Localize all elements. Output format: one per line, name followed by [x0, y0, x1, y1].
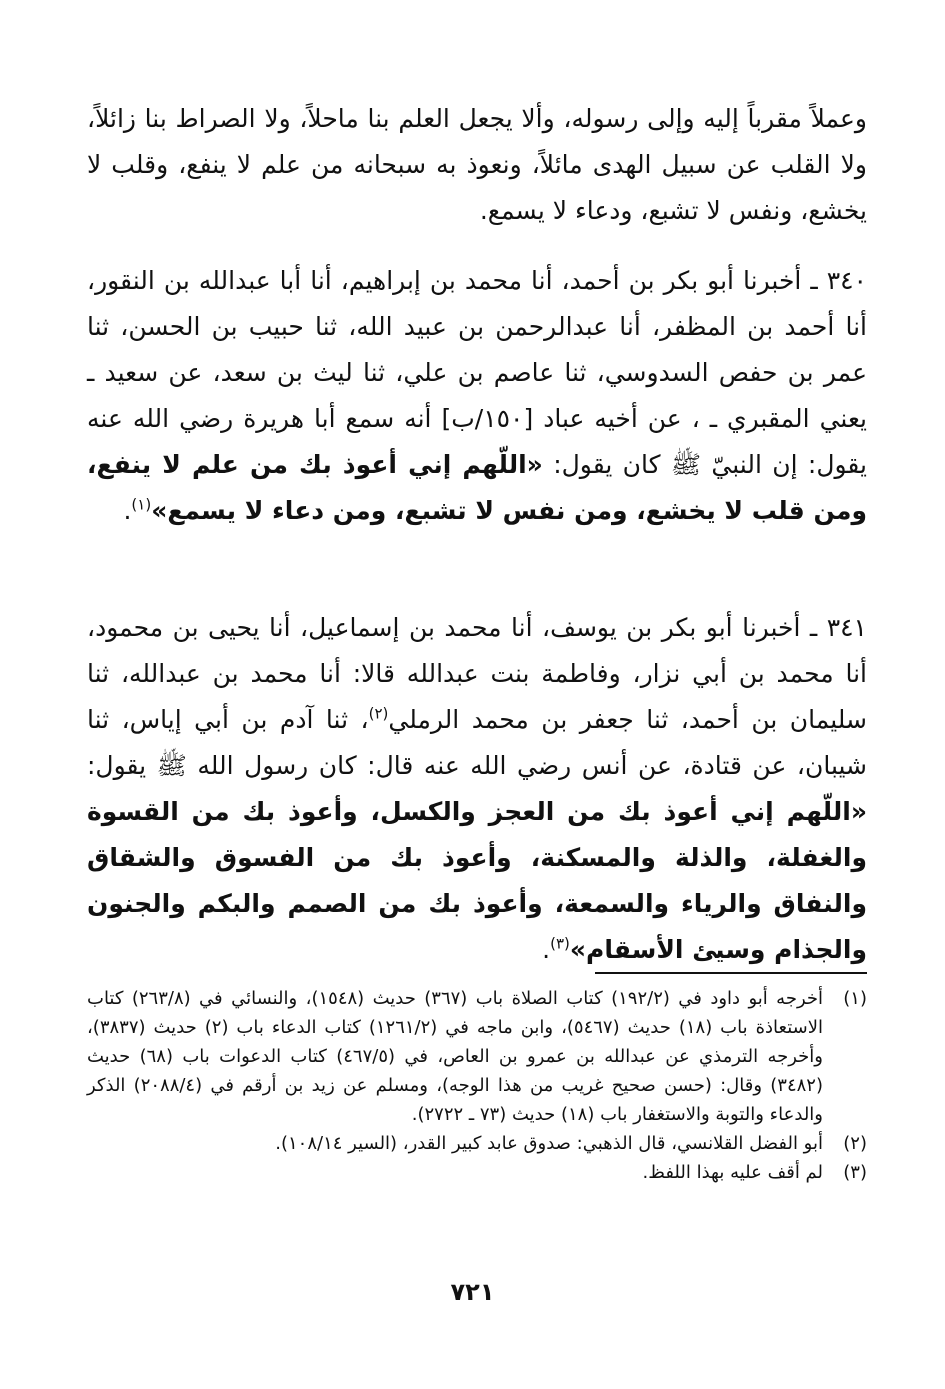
hadith-340 — [87, 258, 867, 534]
footnote-number: (١) — [843, 988, 867, 1009]
hadith-chain-text: ٣٤٠ ـ أخبرنا أبو بكر بن أحمد، أنا محمد بن إبراهيم، أنا أبا عبدالله بن النقور، أنا أحمد بن المظفر، أنا عبدالرحمن بن عبيد الله، ثنا حبيب بن الحسن، ثنا عمر بن حفص السدوسي، ثنا عاصم بن علي، ثنا ليث بن سعد، عن سعيد ـ يعني المقبري ـ ، عن أخيه عباد [١٥٠/ب] أنه سمع أبا هريرة رضي الله عنه يقول: إن النبيّ ﷺ كان يقول: — [87, 266, 867, 479]
paragraph-continuation — [87, 96, 867, 234]
footnotes — [87, 984, 867, 1187]
footnote-1 — [87, 984, 867, 1129]
footnote-separator — [595, 972, 867, 974]
footnote-ref-1[interactable]: (١) — [131, 495, 152, 514]
footnote-text: لم أقف عليه بهذا اللفظ. — [642, 1162, 823, 1183]
sentence-end: . — [123, 496, 132, 525]
sentence-end: . — [542, 935, 551, 964]
page-number: ٧٢١ — [450, 1278, 495, 1306]
footnote-ref-2[interactable]: (٢) — [368, 704, 389, 723]
footnote-number: (٢) — [843, 1133, 867, 1154]
footnote-ref-3[interactable]: (٣) — [550, 934, 570, 953]
hadith-quote: «اللّهم إني أعوذ بك من علم لا ينفع، ومن قلب لا يخشع، ومن نفس لا تشبع، ومن دعاء لا يسمع» — [87, 450, 867, 525]
footnote-text: أبو الفضل القلانسي، قال الذهبي: صدوق عابد كبير القدر، (السير ١٠٨/١٤). — [275, 1133, 823, 1154]
hadith-341 — [87, 605, 867, 973]
footnote-number: (٣) — [843, 1162, 867, 1183]
footnote-2 — [87, 1129, 867, 1158]
hadith-chain-text: ٣٤١ ـ أخبرنا أبو بكر بن يوسف، أنا محمد بن إسماعيل، أنا يحيى بن محمود، أنا محمد بن أبي نزار، وفاطمة بنت عبدالله قالا: أنا محمد بن عبدالله، ثنا سليمان بن أحمد، ثنا جعفر بن محمد الرملي — [87, 613, 867, 734]
paragraph-text: وعملاً مقرباً إليه وإلى رسوله، وألا يجعل العلم بنا ماحلاً، ولا الصراط بنا زائلاً، ولا القلب عن سبيل الهدى مائلاً، ونعوذ به سبحانه من علم لا ينفع، وقلب لا يخشع، ونفس لا تشبع، ودعاء لا يسمع. — [87, 104, 867, 225]
footnote-3 — [87, 1158, 867, 1187]
hadith-chain-text-continued: ، ثنا آدم بن أبي إياس، ثنا شيبان، عن قتادة، عن أنس رضي الله عنه قال: كان رسول الله ﷺ يقول: — [87, 705, 867, 780]
footnote-text: أخرجه أبو داود في (١٩٢/٢) كتاب الصلاة باب (٣٦٧) حديث (١٥٤٨)، والنسائي في (٢٦٣/٨) كتاب الاستعاذة باب (١٨) حديث (٥٤٦٧)، وابن ماجه في (١٢٦١/٢) كتاب الدعاء باب (٢) حديث (٣٨٣٧)، وأخرجه الترمذي عن عبدالله بن عمرو بن العاص، في (٤٦٧/٥) كتاب الدعوات باب (٦٨) حديث (٣٤٨٢) وقال: (حسن صحيح غريب من هذا الوجه)، ومسلم عن زيد بن أرقم في (٢٠٨٨/٤) الذكر والدعاء والتوبة والاستغفار باب (١٨) حديث (٧٣ ـ ٢٧٢٢). — [87, 988, 824, 1125]
hadith-quote: «اللّهم إني أعوذ بك من العجز والكسل، وأعوذ بك من القسوة والغفلة، والذلة والمسكنة، وأعوذ بك من الفسوق والشقاق والنفاق والرياء والسمعة، وأعوذ بك من الصمم والبكم والجنون والجذام وسيئ الأسقام» — [87, 797, 867, 964]
